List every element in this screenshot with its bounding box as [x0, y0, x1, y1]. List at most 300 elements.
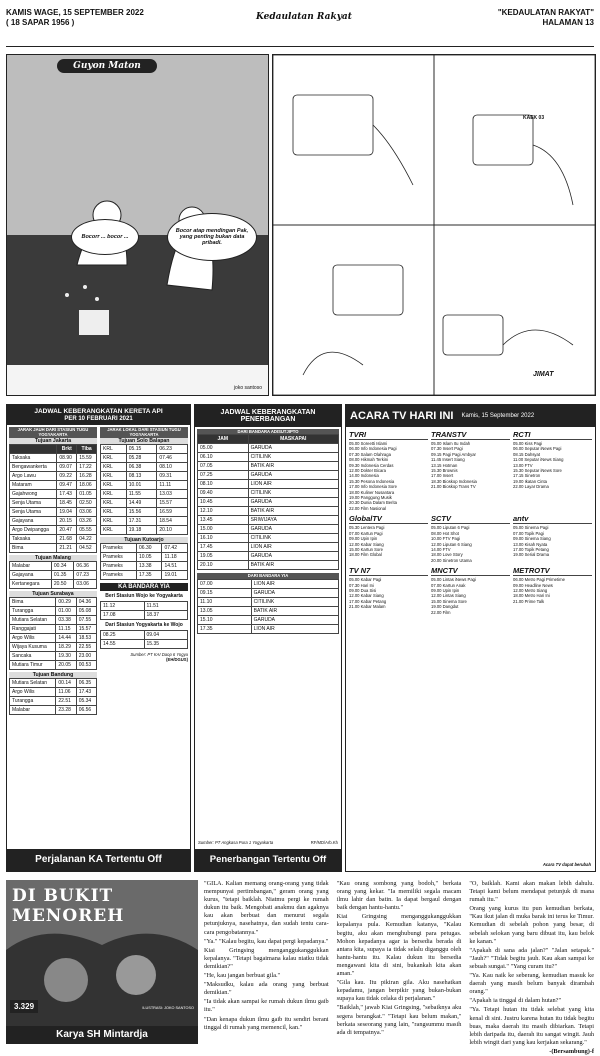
table-cell: Turangga	[10, 606, 56, 615]
program-item: 13.00 FTV	[513, 462, 533, 468]
table-row	[10, 660, 97, 669]
story-col-1	[204, 880, 329, 1044]
pesawat-code: RF/MD/Arb.Kh	[310, 839, 338, 845]
table-cell: 19.30	[56, 651, 76, 660]
table-row	[10, 462, 97, 471]
program-item: 11.45 Insert Siang	[431, 457, 465, 463]
table-cell: 06.36	[74, 561, 97, 570]
table-cell: Bima	[10, 543, 57, 552]
program-item: 15.00 Sinema Sore	[431, 598, 467, 604]
table-cell: 06.35	[76, 678, 96, 687]
table-row	[101, 489, 188, 498]
kereta-code: (EH/DGUS)	[166, 657, 188, 663]
table-cell: 04.22	[77, 534, 97, 543]
program-item: 12.00 Metro Siang	[513, 587, 548, 593]
table-row	[101, 453, 188, 462]
pesawat-sub: DARI BANDARA ADISUTJIPTO	[197, 429, 339, 434]
table-header-cell: Tiba	[77, 444, 97, 453]
program-item: 13.00 Kisah Nyata	[513, 541, 548, 547]
table-row	[101, 480, 188, 489]
table-row	[198, 624, 339, 633]
table-cell: 11.51	[144, 601, 188, 610]
program-item: 22.00 Layar Drama	[513, 484, 549, 490]
program-item: 08.00 Hot Shot	[431, 530, 459, 536]
table-cell: 20.50	[51, 579, 74, 588]
table-cell: 17.31	[126, 516, 157, 525]
table-cell: 09.15	[198, 588, 252, 597]
program-item: 11.00 Seputar iNews Siang	[513, 457, 564, 463]
table-cell: Malabar	[10, 705, 56, 714]
program-item: 06.00 Metro Pagi Primetime	[513, 577, 565, 583]
program-item: 09.00 Upin Ipin	[349, 536, 378, 542]
story-p8: "Kau orang sombong yang bodoh," berkata orang yang kekar. "Ia memiliki segala macam ilmu lahir dan batin. Ia dapat bergaul dengan baik dengan hantu-hantu."	[336, 880, 462, 912]
program-item: 05.00 Lintas iNews Pagi	[431, 577, 476, 583]
table-cell: 16.28	[77, 471, 97, 480]
program-item: 07.30 Hari Ini	[349, 582, 374, 588]
table-row	[10, 678, 97, 687]
story-p7: "Dan kenapa dukun ilmu gaib itu sendiri berani tinggal di rumah yang memencil, kan."	[204, 1015, 329, 1031]
kereta-solo-table	[100, 444, 188, 535]
kereta-title: JADWAL KEBERANGKATAN KERETA API	[7, 405, 190, 416]
channel-tvn	[349, 566, 428, 615]
table-row	[10, 480, 97, 489]
table-cell: 17.22	[77, 462, 97, 471]
table-cell: 23.00	[76, 651, 96, 660]
table-cell: 20.47	[57, 525, 77, 534]
kereta-source: Sumber: PT KAI Daop 6 Yogya	[130, 651, 188, 657]
table-cell: BATIK AIR	[251, 606, 338, 615]
table-cell: Ranggajati	[10, 624, 56, 633]
table-cell: 20.15	[57, 516, 77, 525]
table-cell: 00.53	[76, 660, 96, 669]
story-p4: "He, kau jangan berbuat gila."	[204, 972, 281, 980]
channel-logo-transtv: TRANSTV	[431, 430, 510, 440]
story-p1: "GILA. Kalian memang orang-orang yang tidak mempunyai pertimbangan," geram orang yang kurus, "tetapi baiklah. Niatmu pergi ke rumah dukun itu baik. Mengobati anakmu dan agaknya kau akan berbuat dan menurut segala petunjuknya, nasehatnya, dan sudah tentu cara-cara pengobatannya."	[204, 880, 329, 936]
table-cell: 13.05	[198, 606, 252, 615]
table-cell: CITILINK	[248, 453, 338, 462]
table-row	[198, 525, 339, 534]
table-cell: 13.03	[157, 489, 188, 498]
table-cell: GARUDA	[248, 444, 338, 453]
kereta-bandara-sub1: Beri Stasiun Wojo ke Yogyakarta	[105, 592, 183, 599]
table-cell: Prameks	[101, 570, 137, 579]
table-cell: Bima	[10, 597, 56, 606]
masthead-sapar: ( 18 SAPAR 1956 )	[6, 18, 75, 27]
table-cell: Mataram	[10, 480, 57, 489]
table-cell: Argo Wilis	[10, 633, 56, 642]
program-item: 05.30 Lentera Pagi	[349, 525, 385, 531]
table-row	[10, 651, 97, 660]
program-item: 09.00 Upin Ipin	[431, 587, 460, 593]
program-item: 09.00 Sinema Siang	[513, 536, 551, 542]
table-cell: GARUDA	[248, 498, 338, 507]
table-row	[198, 606, 339, 615]
table-cell: 19.04	[57, 507, 77, 516]
program-item: 07.00 Kartun Pagi	[349, 530, 383, 536]
table-cell: 23.28	[56, 705, 76, 714]
guyon-maton-panel	[6, 54, 269, 396]
program-item: 22.00 Film	[431, 609, 451, 615]
kereta-kutoarjo-table	[100, 543, 188, 580]
program-item: 06.00 Seputar iNews Pagi	[513, 446, 562, 452]
table-cell: 15.56	[126, 507, 157, 516]
story-p11: "Baiklah," jawab Kiai Gringsing, "sebaiknya aku segera berangkat." "Tetapi kau belum makan," berkata seseorang yang lain, "rangsummu masih ada di tempatnya."	[336, 1004, 462, 1036]
program-item: 12.00 Liputan 6 Siang	[431, 541, 472, 547]
table-row	[198, 516, 339, 525]
table-cell: 12.10	[198, 507, 249, 516]
program-item: 12.00 Kabar Siang	[349, 541, 384, 547]
program-item: 08.15 Dahsyat	[513, 451, 541, 457]
program-item: 22.00 Film Nasional	[349, 505, 387, 511]
table-row	[10, 453, 97, 462]
table-cell: GARUDA	[248, 525, 338, 534]
table-cell: KRL	[101, 480, 127, 489]
table-header-cell	[10, 444, 57, 453]
masthead-right	[498, 8, 594, 28]
table-row	[10, 624, 97, 633]
channel-tvri	[349, 430, 428, 511]
program-item: 21.00 Kabar Malam	[349, 604, 386, 610]
kereta-bandara-title: KA BANDARA YIA	[100, 583, 188, 591]
table-cell: Prameks	[101, 561, 137, 570]
guyon-credit: joko santoso	[233, 385, 262, 391]
program-item: 19.00 Serial Drama	[513, 552, 550, 558]
story-p6: "Ia tidak akan sampai ke rumah dukun ilmu gaib itu."	[204, 998, 329, 1014]
table-cell: 21.21	[57, 543, 77, 552]
program-item: 05.00 Kiss Pagi	[513, 441, 543, 446]
channel-sctv	[431, 514, 510, 563]
table-row	[10, 507, 97, 516]
story-p14: "Apakah di sana ada jalan?" "Jalan setapak." "Jauh?" "Tidak begitu jauh. Kau akan sampai ke sebuah sungai." "Yang curam itu?"	[469, 946, 595, 970]
pesawat-yia-title: DARI BANDARA YIA	[197, 573, 339, 578]
table-row	[10, 570, 97, 579]
table-cell: GARUDA	[248, 471, 338, 480]
channel-logo-mnctv: MNCTV	[431, 566, 510, 576]
table-header-cell: Brkt	[57, 444, 77, 453]
table-cell: KRL	[101, 507, 127, 516]
channel-logo-globaltv: GlobalTV	[349, 514, 428, 524]
table-row	[101, 570, 188, 579]
table-header-cell: JAM	[198, 435, 249, 444]
channel-logo-tvri: TVRI	[349, 430, 428, 440]
program-item: 17.00 Insert	[431, 473, 454, 479]
table-cell: 05.55	[77, 525, 97, 534]
bukit-episode: 3.329	[10, 1000, 38, 1013]
table-row	[198, 543, 339, 552]
table-cell: 06.38	[126, 462, 157, 471]
table-row	[198, 498, 339, 507]
table-cell: 03.06	[77, 507, 97, 516]
table-cell: KRL	[101, 471, 127, 480]
kereta-right-header: JARAK LOKAL DARI STASIUN TUGU YOGYAKARTA	[100, 427, 188, 438]
table-row	[101, 471, 188, 480]
table-cell: Senja Utama	[10, 507, 57, 516]
program-item: 07.00 Kartun Anak	[431, 582, 466, 588]
table-cell: CITILINK	[248, 489, 338, 498]
table-cell: Gajayana	[10, 516, 57, 525]
program-item: 14.00 Indonesia	[349, 473, 379, 479]
program-item: 05.00 Kabar Pagi	[349, 577, 382, 583]
program-item: 12.00 Kabar Siang	[349, 593, 384, 599]
table-cell: GARUDA	[251, 588, 338, 597]
table-cell: Senja Utama	[10, 498, 57, 507]
table-cell: Taksaka	[10, 534, 57, 543]
table-row	[10, 471, 97, 480]
table-cell: 14.49	[126, 498, 157, 507]
table-cell: 15.00	[198, 525, 249, 534]
table-row	[198, 489, 339, 498]
table-cell: 07.25	[198, 471, 249, 480]
table-cell: 07.42	[162, 543, 188, 552]
masthead-logo: Kedaulatan Rakyat	[256, 12, 352, 22]
table-cell: KRL	[101, 462, 127, 471]
kereta-subtitle: PER 10 FEBRUARI 2021	[7, 416, 190, 425]
table-row	[198, 588, 339, 597]
pesawat-source: Sumber: PT Angkasa Pura 1 Yogyakarta	[198, 839, 274, 845]
channel-logo-tvn: TV N7	[349, 566, 428, 576]
table-cell: 19.18	[126, 525, 157, 534]
program-item: 09.00 Headline News	[513, 582, 553, 588]
table-cell: BATIK AIR	[248, 507, 338, 516]
table-cell: 17.45	[198, 543, 249, 552]
kereta-right-column	[100, 427, 188, 715]
table-header-row	[198, 435, 339, 444]
table-cell: Prameks	[101, 552, 137, 561]
program-item: 05.00 Liputan 6 Pagi	[431, 525, 470, 531]
table-cell: 06.30	[137, 543, 162, 552]
table-row	[101, 543, 188, 552]
channel-mnctv	[431, 566, 510, 615]
table-cell: 11.10	[198, 597, 252, 606]
program-item: 20.30 Dunia Dalam Berita	[349, 500, 397, 506]
table-cell: KRL	[101, 453, 127, 462]
program-item: 19.00 Panggung Musik	[349, 495, 392, 501]
program-item: 05.00 Soreetti Islami	[349, 441, 388, 446]
table-cell: 10.01	[126, 480, 157, 489]
table-row	[198, 534, 339, 543]
table-row	[10, 516, 97, 525]
program-item: 18.00 Film Global	[349, 552, 382, 558]
table-cell: 04.52	[77, 543, 97, 552]
table-row	[101, 601, 188, 610]
table-cell: 11.11	[157, 480, 188, 489]
table-cell: CITILINK	[248, 534, 338, 543]
table-row	[198, 561, 339, 570]
table-row	[198, 552, 339, 561]
table-cell: 09.31	[157, 471, 188, 480]
story-p16: "Apakah ia tinggal di dalam hutan?"	[469, 997, 562, 1005]
table-cell: 09.04	[144, 630, 188, 639]
table-cell: Mutiara Selatan	[10, 615, 56, 624]
speech-bubble-bocor: Bocorr ... bocor ...	[71, 219, 139, 255]
program-item: 15.30 Pesona Indonesia	[349, 478, 395, 484]
kereta-jakarta-table	[9, 444, 97, 553]
table-cell: 05.00	[198, 444, 249, 453]
table-cell: Mutiara Timur	[10, 660, 56, 669]
table-cell: 19.01	[162, 570, 188, 579]
kereta-solo-title: Tujuan Solo Balapan	[100, 438, 188, 444]
kereta-kutoarjo-title: Tujuan Kutoarjo	[100, 537, 188, 543]
jadwal-penerbangan	[194, 404, 342, 872]
pesawat-adisutjipto-table	[197, 434, 339, 570]
table-cell: 11.55	[126, 489, 157, 498]
table-row	[198, 462, 339, 471]
story-p13: Orang yang kurus itu pun kemudian berkata, "Kau ikut jalan di muka barak ini terus ke Timur. Kemudian di sebelah pohon yang besar, di sebelah selokan yang baru dibuat itu, kau belok ke kanan."	[469, 905, 595, 945]
table-cell: Wijaya Kusuma	[10, 642, 56, 651]
table-row	[101, 639, 188, 648]
table-row	[101, 525, 188, 534]
channel-transtv	[431, 430, 510, 511]
table-cell: 17.08	[101, 610, 145, 619]
table-cell: 17.43	[76, 687, 96, 696]
table-cell: 10.05	[137, 552, 162, 561]
masthead-date: KAMIS WAGE, 15 SEPTEMBER 2022	[6, 8, 144, 17]
table-cell: 07.05	[198, 462, 249, 471]
pesawat-yia-table	[197, 579, 339, 634]
table-row	[101, 630, 188, 639]
table-row	[10, 642, 97, 651]
table-cell: 01.00	[56, 606, 76, 615]
program-item: 12.00 Lintas Siang	[431, 593, 466, 599]
table-row	[101, 516, 188, 525]
acara-grid	[346, 427, 595, 618]
table-row	[101, 610, 188, 619]
table-cell: KRL	[101, 444, 127, 453]
table-cell: 05.34	[76, 696, 96, 705]
story-p5: "Maksudku, kalau ada orang yang berbuat demikian."	[204, 981, 329, 997]
program-item: 09.15 Pagi Pagi Ambyar	[431, 451, 476, 457]
program-item: 08.00 Hikmah Terkini	[349, 457, 389, 463]
table-cell: 05.08	[76, 606, 96, 615]
table-cell: 06.10	[198, 453, 249, 462]
program-item: 17.00 Kabar Petang	[349, 598, 387, 604]
acara-date: Kamis, 15 September 2022	[461, 413, 535, 419]
table-cell: Malabar	[10, 561, 52, 570]
table-cell: Argo Lawu	[10, 471, 57, 480]
program-item: 20.00 Sinetron Utama	[431, 557, 472, 563]
table-cell: 03.06	[74, 579, 97, 588]
table-cell: 02.50	[77, 498, 97, 507]
table-cell: 09.07	[57, 462, 77, 471]
table-cell: CITILINK	[251, 597, 338, 606]
kereta-surabaya-title: Tujuan Surabaya	[9, 591, 97, 597]
kereta-banner: Perjalanan KA Tertentu Off	[7, 849, 190, 871]
table-cell: Kertanegara	[10, 579, 52, 588]
table-row	[198, 597, 339, 606]
guyon-maton-title: Guyon Maton	[57, 59, 157, 73]
table-row	[10, 534, 97, 543]
table-cell: 16.59	[157, 507, 188, 516]
kartun-illustration	[273, 55, 595, 395]
table-cell: GARUDA	[251, 615, 338, 624]
table-row	[10, 615, 97, 624]
table-cell: 22.55	[76, 642, 96, 651]
kereta-surabaya-table	[9, 597, 97, 670]
table-row	[10, 633, 97, 642]
table-cell: Bengawankerta	[10, 462, 57, 471]
table-cell: 14.51	[162, 561, 188, 570]
table-cell: Mutiara Selatan	[10, 678, 56, 687]
program-item: 13.15 Hotman	[431, 462, 458, 468]
program-item: 15.30 Brownis	[431, 468, 458, 474]
program-item: 15.30 Seputar iNews Sore	[513, 468, 562, 474]
bukit-illustrator: ILUSTRASI: JOKO SANTOSO	[142, 1006, 194, 1010]
program-item: 18.00 Kuliner Nusantara	[349, 489, 395, 495]
table-row	[10, 498, 97, 507]
table-cell: 00.29	[56, 597, 76, 606]
acara-header	[346, 405, 595, 427]
program-item: 18.00 Love Story	[431, 552, 463, 558]
table-cell: 18.29	[56, 642, 76, 651]
table-row	[10, 561, 97, 570]
masthead-page: HALAMAN 13	[542, 18, 594, 27]
table-cell: 20.10	[198, 561, 249, 570]
channel-logo-metrotv: METROTV	[513, 566, 592, 576]
table-cell: 09.22	[57, 471, 77, 480]
channel-metrotv	[513, 566, 592, 615]
table-row	[101, 444, 188, 453]
program-item: 07.30 Insert Pagi	[431, 446, 463, 452]
table-row	[101, 507, 188, 516]
story-col-2	[337, 880, 462, 1044]
pesawat-title: JADWAL KEBERANGKATAN PENERBANGAN	[195, 405, 341, 427]
story-p10: "Gila kau. Itu pikiran gila. Aku nasehatkan kepadamu, jangan berpikir yang bukan-bukan supaya kau tidak celaka di perjalanan."	[336, 979, 462, 1003]
table-cell: 18.37	[144, 610, 188, 619]
table-row	[198, 453, 339, 462]
table-cell: LION AIR	[248, 480, 338, 489]
program-item: 15.00 Kartun Sore	[349, 546, 383, 552]
program-item: 18.00 Metro Hari Ini	[513, 593, 550, 599]
table-cell: 14.44	[56, 633, 76, 642]
program-item: 05.00 Islam Itu Indah	[431, 441, 471, 446]
table-cell: 00.14	[56, 678, 76, 687]
program-item: 06.00 Info Indonesia Pagi	[349, 446, 397, 452]
table-cell: 04.36	[76, 597, 96, 606]
kereta-bandung-title: Tujuan Bandung	[9, 672, 97, 678]
kereta-jakarta-title: Tujuan Jakarta	[9, 438, 97, 444]
table-cell: Gajayana	[10, 570, 52, 579]
table-cell: 08.25	[101, 630, 145, 639]
kartun-signature: JIMAT	[533, 371, 554, 378]
acara-tv	[345, 404, 596, 872]
table-cell: 22.51	[56, 696, 76, 705]
table-cell: KRL	[101, 525, 127, 534]
table-header-cell: MASKAPAI	[248, 435, 338, 444]
table-cell: SRIWIJAYA	[248, 516, 338, 525]
program-item: 19.00 Ikatan Cinta	[513, 478, 547, 484]
table-cell: 15.57	[157, 498, 188, 507]
program-item: 17.00 Topik Petang	[513, 546, 549, 552]
table-row	[198, 480, 339, 489]
table-cell: 15.57	[76, 624, 96, 633]
table-cell: 20.10	[157, 525, 188, 534]
table-cell: 16.10	[198, 534, 249, 543]
pesawat-left-column	[197, 429, 339, 634]
table-cell: 06.23	[157, 444, 188, 453]
speech-bubble-data-pribadi: Bocor atap mendingan Pak, yang penting bukan data pribadi.	[167, 213, 257, 261]
table-row	[198, 471, 339, 480]
table-cell: 06.56	[76, 705, 96, 714]
table-cell: 10.45	[198, 498, 249, 507]
kereta-left-header: JARAK JAUH DARI STASIUN TUGU YOGYAKARTA	[9, 427, 97, 438]
pesawat-banner: Penerbangan Tertentu Off	[195, 849, 341, 871]
table-row	[10, 543, 97, 552]
channel-globaltv	[349, 514, 428, 563]
table-row	[198, 444, 339, 453]
program-item: 10.00 FTV Pagi	[431, 536, 461, 542]
table-cell: Turangga	[10, 696, 56, 705]
table-cell: 08.13	[126, 471, 157, 480]
